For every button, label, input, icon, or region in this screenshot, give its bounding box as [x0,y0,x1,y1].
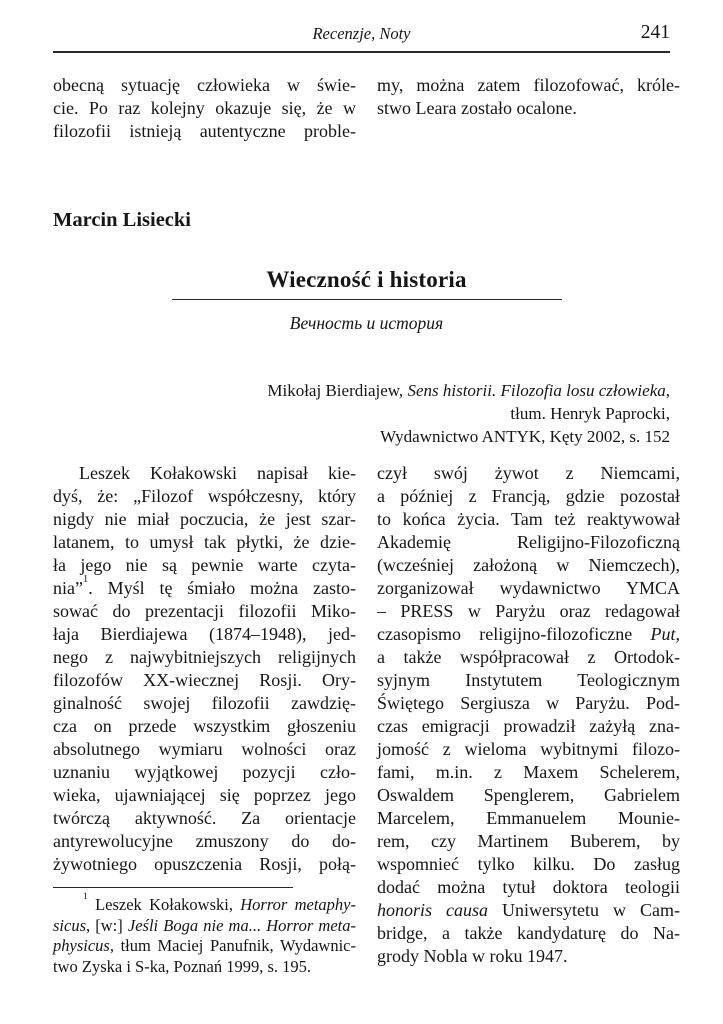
author-name: Marcin Lisiecki [53,209,191,231]
body-right-column: czył swój żywot z Niemcami, a później z Francją, gdzie pozostał to końca życia. Tam też reaktywował Akademię Religijno-Filozoficzną (wcześniej założoną w Niemczech), zorganizował wydawnictwo YMCA – PRESS w Paryżu oraz redagował czasopismo religijno-filozoficzne Put, a także współpracował z Ortodok- syjnym Instytutem Teologicznym Świętego Sergiusza w Paryżu. Pod- czas emigracji prowadził zażyłą zna- jomość z wieloma wybitnymi filozo- fami, m.in. z Maxem Schelerem, Oswaldem Spenglerem, Gabrielem Marcelem, Emmanuelem Mounie- rem, czy Martinem Buberem, by wspomnieć tylko kilku. Do zasług dodać można tytuł doktora teologii honoris causa Uniwersytetu w Cam- bridge, a także kandydaturę do Na- grody Nobla w roku 1947. [377,463,680,966]
footnote-rule [53,887,293,888]
intro-right-column: my, można zatem filozofować, króle- stwo Leara zostało ocalone. [377,75,680,118]
running-title: Recenzje, Noty [312,24,411,43]
page-header [53,22,670,53]
body-columns [53,462,680,977]
page-number: 241 [640,22,670,43]
article-title: Wieczność i historia [266,267,467,292]
footnote: $^1$ Leszek Kołakowski, Horror metaphy- sicus, [w:] Jeśli Boga nie ma... Horror meta- physicus, tłum Maciej Panufnik, Wydawnic- two Zyska i S-ka, Poznań 1999, s. 195. [53,890,356,976]
title-rule [172,299,562,300]
body-left-column [53,462,356,977]
article-title-block [53,266,680,334]
citation-block: Mikołaj Bierdiajew, Sens historii. Filozofia losu człowieka, tłum. Henryk Paprocki, Wydawnictwo ANTYK, Kęty 2002, s. 152 [267,381,670,446]
intro-paragraph [53,74,680,143]
body-left-text: Leszek Kołakowski napisał kie- dyś, że: „Filozof współczesny, który nigdy nie miał poczucia, że jest szar- latanem, to umysł tak płytki, że dzie- ła jego nie są pewnie warte czyta- nia”$^1$. Myśl tę śmiało można zasto- sować do prezentacji filozofii Miko- łaja Bierdiajewa (1874–1948), jed- nego z najwybitniejszych religijnych filozofów XX-wiecznej Rosji. Ory- ginalność swojej filozofii zawdzię- cza on przede wszystkim głoszeniu absolutnego wymiaru wolności oraz uznaniu wyjątkowej pozycji czło- wieka, ujawniającej się poprzez jego twórczą aktywność. Za orientacje antyrewolucyjne zmuszony do do- żywotniego opuszczenia Rosji, połą- [53,463,356,874]
intro-left-column: obecną sytuację człowieka w świe- cie. Po raz kolejny okazuje się, że w filozofii istnieją autentyczne proble- [53,75,356,141]
article-subtitle: Вечность и история [289,313,444,333]
